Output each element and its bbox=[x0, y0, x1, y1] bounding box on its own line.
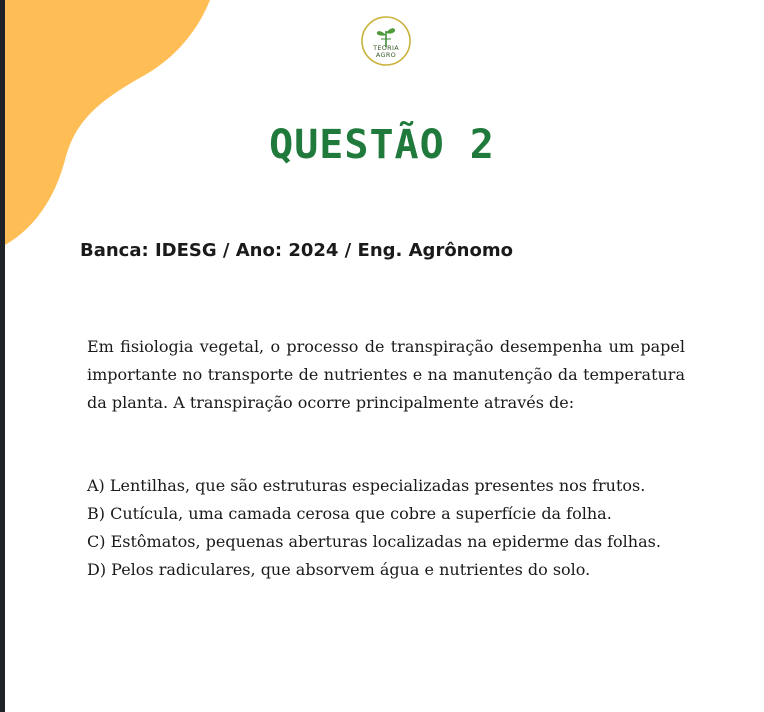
logo-text-line2: AGRO bbox=[375, 51, 397, 59]
option-d: D) Pelos radiculares, que absorvem água e nutrientes do solo. bbox=[87, 560, 591, 579]
logo-text-line1: TEORIA bbox=[373, 44, 399, 52]
question-title: QUESTÃO 2 bbox=[269, 122, 495, 168]
sprout-icon bbox=[360, 15, 412, 67]
question-statement: Em fisiologia vegetal, o processo de transpiração desempenha um papel importante no transporte de nutrientes e na manutenção da temperatura da planta. A transpiração ocorre principalmente através de: bbox=[87, 337, 685, 412]
option-a: A) Lentilhas, que são estruturas especializadas presentes nos frutos. bbox=[87, 476, 646, 495]
teoria-agro-logo bbox=[360, 15, 412, 67]
option-c: C) Estômatos, pequenas aberturas localizadas na epiderme das folhas. bbox=[87, 532, 661, 551]
exam-info: Banca: IDESG / Ano: 2024 / Eng. Agrônomo bbox=[80, 240, 513, 261]
answer-options bbox=[87, 472, 685, 584]
option-b: B) Cutícula, uma camada cerosa que cobre a superfície da folha. bbox=[87, 504, 612, 523]
